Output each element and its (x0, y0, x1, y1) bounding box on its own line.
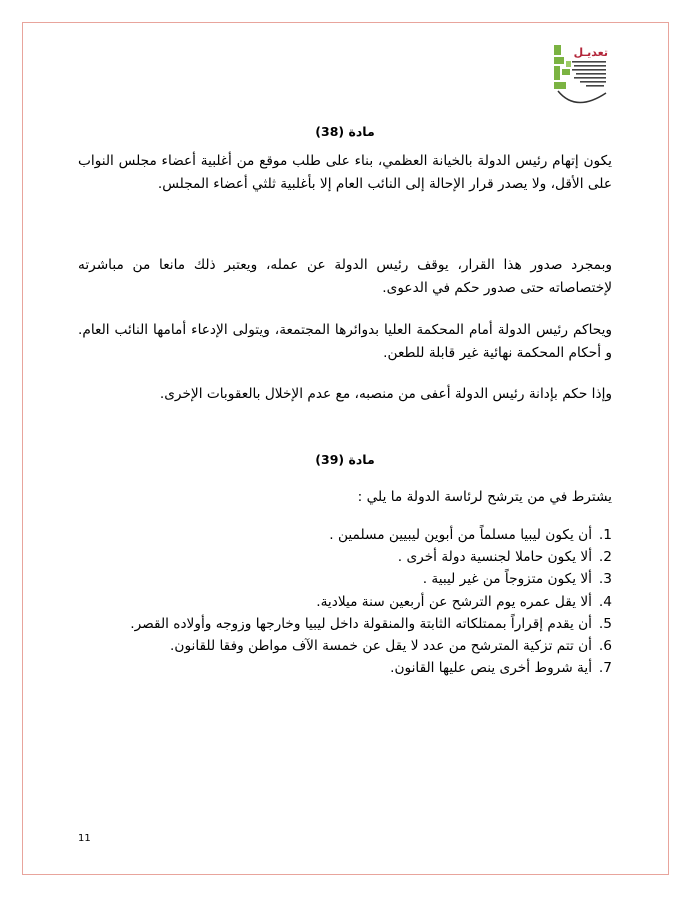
article-38-paragraph-1: يكون إتهام رئيس الدولة بالخيانة العظمي، بناء على طلب موقع من أغلبية أعضاء مجلس النواب على الأقل، ولا يصدر قرار الإحالة إلى النائب العام إلا بأغلبية ثلثي أعضاء المجلس. (78, 153, 612, 192)
logo-text: تعديـل (573, 46, 608, 59)
list-item-text: ألا يكون حاملا لجنسية دولة أخرى . (397, 549, 592, 566)
list-item-text: أن تتم تزكية المترشح من عدد لا يقل عن خمسة الآف مواطن وفقا للقانون. (170, 638, 592, 655)
list-item (60, 546, 612, 568)
list-item (60, 524, 612, 546)
list-item-number: 1. (598, 527, 612, 543)
list-item-text: ألا يكون متزوجاً من غير ليبية . (422, 571, 592, 588)
list-item (60, 613, 612, 635)
list-item-number: 4. (598, 593, 612, 610)
article-39-intro: يشترط في من يترشح لرئاسة الدولة ما يلي : (357, 489, 612, 505)
article-38-paragraph-3: ويحاكم رئيس الدولة أمام المحكمة العليا بدوائرها المجتمعة، ويتولى الإدعاء أمامها النائب العام. و أحكام المحكمة نهائية غير قابلة للطعن. (78, 322, 612, 361)
article-38-heading: مادة (38) (315, 124, 375, 139)
list-item-number: 6. (598, 638, 612, 655)
list-item-number: 7. (598, 660, 612, 677)
list-item (60, 568, 612, 590)
article-38-paragraph-2: وبمجرد صدور هذا القرار، يوقف رئيس الدولة عن عمله، ويعتبر ذلك مانعا من مباشرته لإختصاصاته حتى صدور حكم في الدعوى. (78, 257, 612, 296)
list-item-text: ألا يقل عمره يوم الترشح عن أربعين سنة ميلادية. (316, 593, 592, 610)
list-item-text: أية شروط أخرى ينص عليها القانون. (390, 660, 592, 677)
article-39-heading: مادة (39) (315, 452, 375, 467)
list-item (60, 635, 612, 657)
logo-graphic (552, 43, 610, 113)
list-item (60, 657, 612, 679)
list-item-text: أن يقدم إقراراً بممتلكاته الثابتة والمنقولة داخل ليبيا وخارجها وزوجه وأولاده القصر. (130, 615, 592, 632)
list-item-number: 5. (598, 615, 612, 632)
list-item-number: 2. (598, 549, 612, 566)
list-item (60, 591, 612, 613)
article-38-paragraph-4: وإذا حكم بإدانة رئيس الدولة أعفى من منصبه، مع عدم الإخلال بالعقوبات الإخرى. (159, 386, 612, 402)
list-item-text: أن يكون ليبيا مسلماً من أبوين ليبيين مسلمين . (329, 527, 592, 543)
logo (552, 43, 610, 113)
conditions-list (60, 524, 612, 679)
list-item-number: 3. (598, 571, 612, 588)
page-number: 11 (78, 833, 91, 844)
